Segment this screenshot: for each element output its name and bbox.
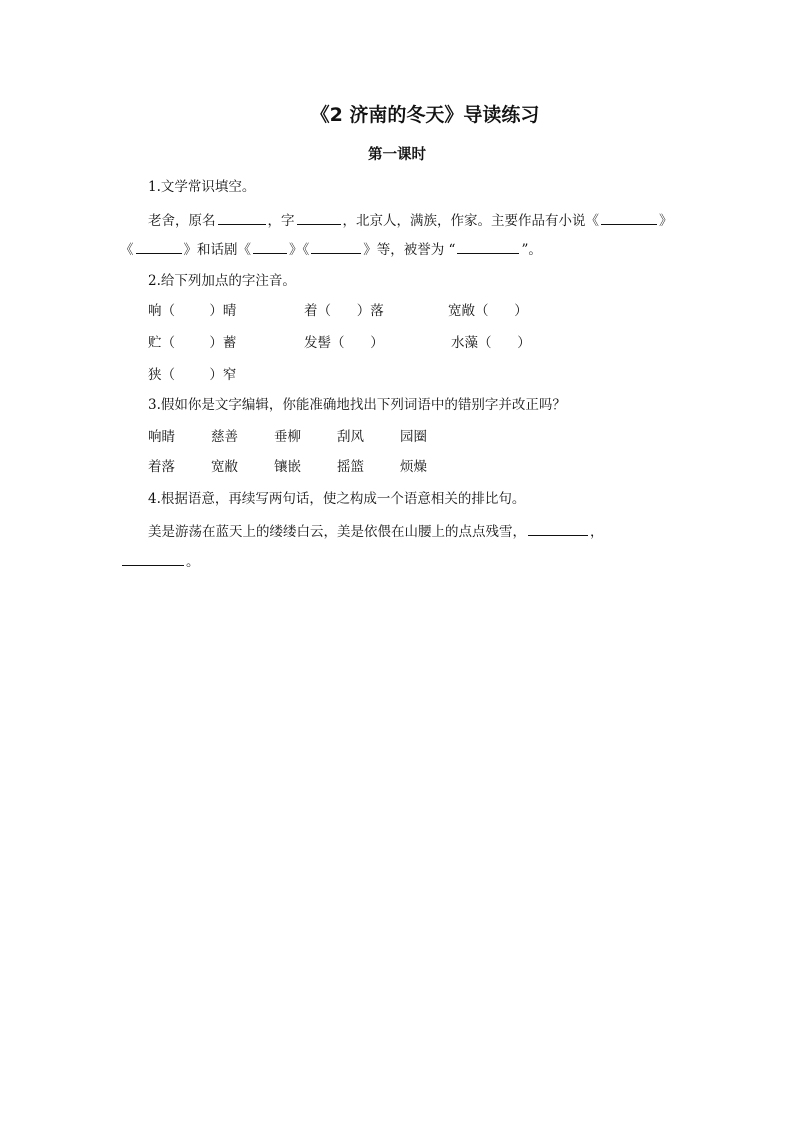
text-segment: ， — [590, 524, 604, 540]
text-segment: 老舍，原名 — [148, 213, 216, 229]
pinyin-item[interactable]: 发髻（ ） — [304, 335, 384, 351]
question-2-heading: 2.给下列加点的字注音。 — [148, 273, 296, 289]
word-item: 园圈 — [400, 429, 427, 445]
blank-continuation-1[interactable] — [528, 522, 588, 536]
word-item: 宽敝 — [211, 459, 238, 475]
blank-courtesy-name[interactable] — [297, 211, 341, 225]
pinyin-item[interactable]: 响（ ）晴 — [148, 303, 237, 319]
text-segment: ”。 — [521, 242, 542, 258]
question-1-line-2 — [120, 240, 542, 259]
pinyin-item[interactable]: 狭（ ）窄 — [148, 367, 237, 383]
blank-drama-1[interactable] — [253, 240, 287, 254]
word-item: 垂柳 — [274, 429, 301, 445]
text-segment: ，字 — [267, 213, 295, 229]
blank-original-name[interactable] — [218, 211, 266, 225]
question-4-heading: 4.根据语意，再续写两句话，使之构成一个语意相关的排比句。 — [148, 491, 526, 507]
question-1-heading: 1.文学常识填空。 — [148, 179, 256, 195]
word-item: 响睛 — [148, 429, 175, 445]
page-title: 《2 济南的冬天》导读练习 — [310, 104, 540, 126]
pinyin-item[interactable]: 水藻（ ） — [451, 335, 531, 351]
text-segment: 》《 — [289, 242, 310, 258]
text-segment: 。 — [186, 554, 200, 570]
blank-continuation-2[interactable] — [122, 552, 184, 566]
word-item: 镶嵌 — [274, 459, 301, 475]
text-segment: ，北京人，满族，作家。主要作品有小说《 — [342, 213, 599, 229]
word-item: 烦燥 — [400, 459, 427, 475]
blank-novel-2[interactable] — [136, 240, 182, 254]
question-4-line-1 — [148, 522, 604, 541]
word-item: 刮风 — [337, 429, 364, 445]
text-segment: 》 — [659, 213, 673, 229]
question-1-line-1 — [148, 211, 673, 230]
question-4-line-2 — [120, 552, 200, 571]
text-segment: 美是游荡在蓝天上的缕缕白云，美是依偎在山腰上的点点残雪， — [148, 524, 526, 540]
blank-drama-2[interactable] — [311, 240, 361, 254]
word-item: 慈善 — [211, 429, 238, 445]
question-3-heading: 3.假如你是文字编辑，你能准确地找出下列词语中的错别字并改正吗？ — [148, 397, 566, 413]
word-item: 着落 — [148, 459, 175, 475]
blank-honorific-title[interactable] — [457, 240, 519, 254]
word-item: 摇篮 — [337, 459, 364, 475]
text-segment: 》和话剧《 — [183, 242, 251, 258]
pinyin-item[interactable]: 着（ ）落 — [304, 303, 384, 319]
text-segment: 《 — [120, 242, 134, 258]
pinyin-item[interactable]: 宽敞（ ） — [448, 303, 528, 319]
pinyin-item[interactable]: 贮（ ）蓄 — [148, 335, 237, 351]
text-segment: 》等，被誉为 “ — [363, 242, 456, 258]
section-subtitle: 第一课时 — [368, 147, 426, 163]
blank-novel-1[interactable] — [601, 211, 657, 225]
